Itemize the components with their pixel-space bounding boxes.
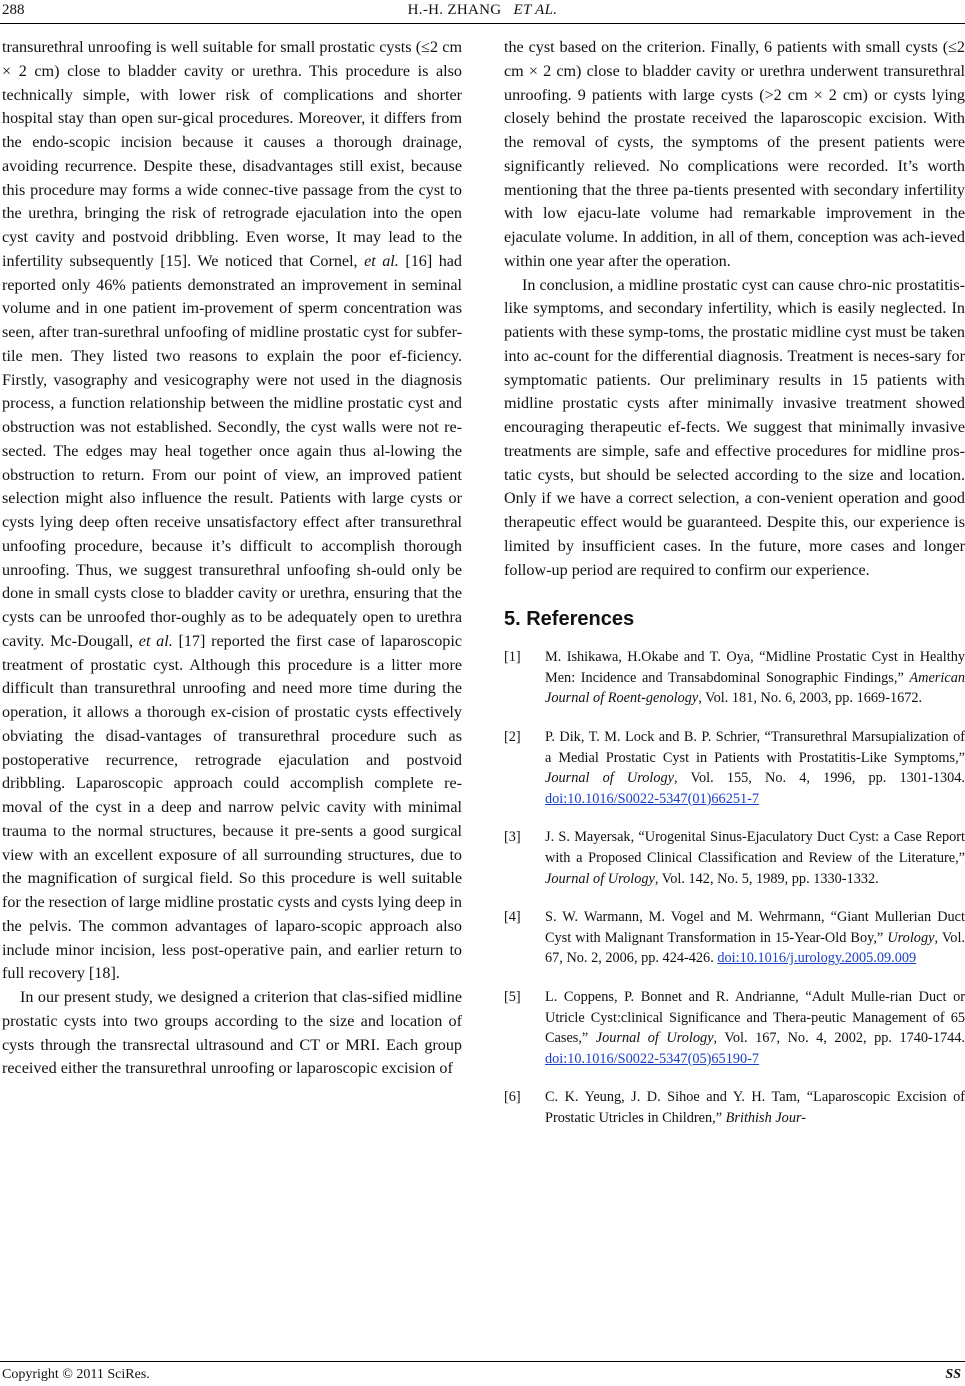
reference-item — [504, 987, 965, 1069]
reference-item — [504, 1087, 965, 1128]
right-column — [504, 36, 965, 1147]
doi-link[interactable]: doi:10.1016/S0022-5347(05)65190-7 — [545, 1050, 760, 1067]
reference-text — [545, 647, 965, 709]
reference-text — [545, 827, 965, 889]
reference-text — [545, 1087, 965, 1128]
italic-text: Journal of Urology — [545, 870, 655, 887]
text-run: , Vol. 155, No. 4, 1996, pp. 1301-1304. — [674, 770, 965, 787]
references-heading: 5. References — [504, 608, 635, 631]
italic-text: Journal of Urology — [545, 770, 675, 787]
running-head-et-al: ET AL. — [513, 2, 558, 18]
reference-item — [504, 827, 965, 889]
text-run: S. W. Warmann, M. Vogel and M. Wehrmann, “Giant Mullerian Duct Cyst with Malignant Transformation in 15-Year-Old Boy,” — [545, 909, 965, 946]
references-list — [504, 647, 965, 1128]
page-number: 288 — [2, 2, 25, 18]
right-paragraph-1: the cyst based on the criterion. Finally, 6 patients with small cysts (≤2 cm × 2 cm) close to bladder cavity or urethra underwent transurethral unroofing. 9 patients with large cysts (>2 cm × 2 cm) or cysts lying closely behind the prostate received the laparoscopic excision. With the removal of cysts, the symptoms of the present patients were significantly relieved. No complications were recorded. It’s worth mentioning that the three pa-tients presented with secondary infertility with low ejacu-late volume had remarkable improvement in the ejaculate volume. In addition, in all of them, conception was ach-ieved within one year after the operation. — [504, 39, 965, 270]
right-paragraph-2: In conclusion, a midline prostatic cyst can cause chro-nic prostatitis-like symptoms, and secondary infertility, which is easily neglected. In patients with these symp-toms, the prostatic midline cyst must be taken into ac-count for the differential diagnosis. Treatment is neces-sary for symptomatic patients. Our preliminary results in 15 patients with midline prostatic cysts after minimally invasive treatment showed encouraging therapeutic ef-fects. We suggest that minimally invasive treatments are simple, safe and effective procedures for midline pros-tatic cysts, but should be selected according to the size and location. Only if we have a correct selection, a con-venient operation and good therapeutic effect would be guaranteed. Despite this, our experience is limited by insufficient cases. In the future, more cases and longer follow-up period are required to confirm our experience. — [504, 276, 965, 579]
reference-number: [1] — [504, 649, 521, 666]
text-run: J. S. Mayersak, “Urogenital Sinus-Ejaculatory Duct Cyst: a Case Report with a Proposed Clinical Classification and Review of the Literature,” — [545, 829, 965, 866]
italic-text: Journal of Urology — [595, 1030, 714, 1047]
text-run: transurethral unroofing is well suitable for small prostatic cysts (≤2 cm × 2 cm) close to bladder cavity or urethra. This procedure is also technically simple, with lower risk of complications and shorter hospital stay than open sur-gical procedures. Moreover, it differs from the endo-scopic incision because it causes a thorough drainage, avoiding recurrence. Despite these, disadvantages still exist, because this procedure may forms a wide connec-tive passage from the cyst to the urethra, bringing the risk of retrograde ejaculation into the open cyst cavity and postvoid dribbling. Even worse, It may lead to the infertility subsequently [15]. We noticed that Cornel, — [2, 39, 462, 270]
running-head — [0, 2, 965, 19]
left-column — [2, 36, 462, 1081]
reference-text — [545, 907, 965, 969]
header-rule — [0, 23, 965, 24]
text-run: , Vol. 181, No. 6, 2003, pp. 1669-1672. — [698, 690, 923, 707]
footer-journal: SS — [945, 1367, 961, 1382]
text-run: [16] had reported only 46% patients demonstrated an improvement in seminal volume and in one patient im-provement of sperm concentration was seen, after tran-surethral unfoofing of midline prostatic cyst for subfer-tile men. They listed two reasons to explain the poor ef-ficiency. Firstly, vasography and vesicography were not used in the diagnosis process, a function relationship between the midline prostatic cyst and obstruction was not established. Secondly, the cyst walls were not re-sected. The edges may heal together once again thus al-lowing the obstruction to return. From our point of view, an improved patient selection might also influence the result. Patients with large cysts or cysts lying deep often receive unsatisfactory effect after transurethral unfoofing procedure, because it’s difficult to accomplish thorough unroofing. Thus, we suggest transurethral unfoofing sh-ould only be done in small cysts close to bladder cavity or urethra, ensuring that the cysts can be unroofed thor-oughly as to be adequately open to urethra cavity. Mc-Dougall, — [2, 252, 463, 650]
text-run: L. Coppens, P. Bonnet and R. Andrianne, “Adult Mulle-rian Duct or Utricle Cyst:clinical Significance and Thera-peutic Management of 65 Cases,” — [545, 988, 965, 1047]
left-paragraph-1 — [2, 36, 462, 986]
text-run: C. K. Yeung, J. D. Sihoe and Y. H. Tam, “Laparoscopic Excision of Prostatic Utricles in Children,” — [545, 1089, 965, 1126]
doi-link[interactable]: doi:10.1016/j.urology.2005.09.009 — [717, 950, 917, 967]
italic-text: Brithish Jour- — [725, 1109, 807, 1126]
reference-number: [3] — [504, 829, 521, 846]
footer-copyright: Copyright © 2011 SciRes. — [2, 1367, 150, 1382]
reference-item — [504, 647, 965, 709]
doi-link[interactable]: doi:10.1016/S0022-5347(01)66251-7 — [545, 790, 760, 807]
italic-text: et al. — [364, 252, 399, 270]
reference-number: [4] — [504, 909, 521, 926]
reference-text — [545, 987, 965, 1069]
reference-text — [545, 727, 965, 809]
reference-number: [6] — [504, 1089, 521, 1106]
text-run: P. Dik, T. M. Lock and B. P. Schrier, “Transurethral Marsupialization of a Medial Prostatic Cyst in Patients with Prostatitis-Like Symptoms,” — [545, 729, 965, 766]
reference-item — [504, 907, 965, 969]
italic-text: American Journal of Roent-genology — [545, 669, 965, 707]
running-head-authors: H.-H. ZHANG — [407, 2, 502, 18]
text-run: , Vol. 67, No. 2, 2006, pp. 424-426. — [545, 929, 965, 967]
text-run: , Vol. 167, No. 4, 2002, pp. 1740-1744. — [713, 1030, 965, 1047]
reference-number: [2] — [504, 729, 521, 746]
footer-rule — [0, 1361, 965, 1362]
italic-text: Urology — [887, 929, 935, 946]
left-paragraph-2: In our present study, we designed a criterion that clas-sified midline prostatic cysts into two groups according to the size and location of cysts through the transrectal ultrasound and CT or MRI. Each group received either the transurethral unroofing or laparoscopic excision of — [2, 989, 462, 1078]
reference-item — [504, 727, 965, 809]
text-run: [17] reported the first case of laparoscopic treatment of prostatic cyst. Although this procedure is a litter more difficult than transurethral unroofing and need more time during the operation, it allows a thorough ex-cision of prostatic cysts effectively obviating the disad-vantages of transurethral procedure such as postoperative recurrence, retrograde ejaculation and postvoid dribbling. Laparoscopic approach could accomplish complete re-moval of the cyst in a deep and narrow pelvic cavity with minimal trauma to the normal structures, because it pre-sents a good surgical view with an excellent exposure of all surrounding structures, due to the magnification of surgical field. So this procedure is well suitable for the resection of large midline prostatic cysts and cysts lying deep in the pelvis. The common advantages of laparo-scopic approach also include minor incision, less post-operative pain, and earlier return to full recovery [18]. — [2, 632, 462, 983]
text-run: M. Ishikawa, H.Okabe and T. Oya, “Midline Prostatic Cyst in Healthy Men: Incidence and Transabdominal Sonographic Findings,” — [545, 649, 965, 686]
text-run: , Vol. 142, No. 5, 1989, pp. 1330-1332. — [654, 870, 879, 887]
italic-text: et al. — [138, 632, 173, 650]
reference-number: [5] — [504, 988, 521, 1005]
